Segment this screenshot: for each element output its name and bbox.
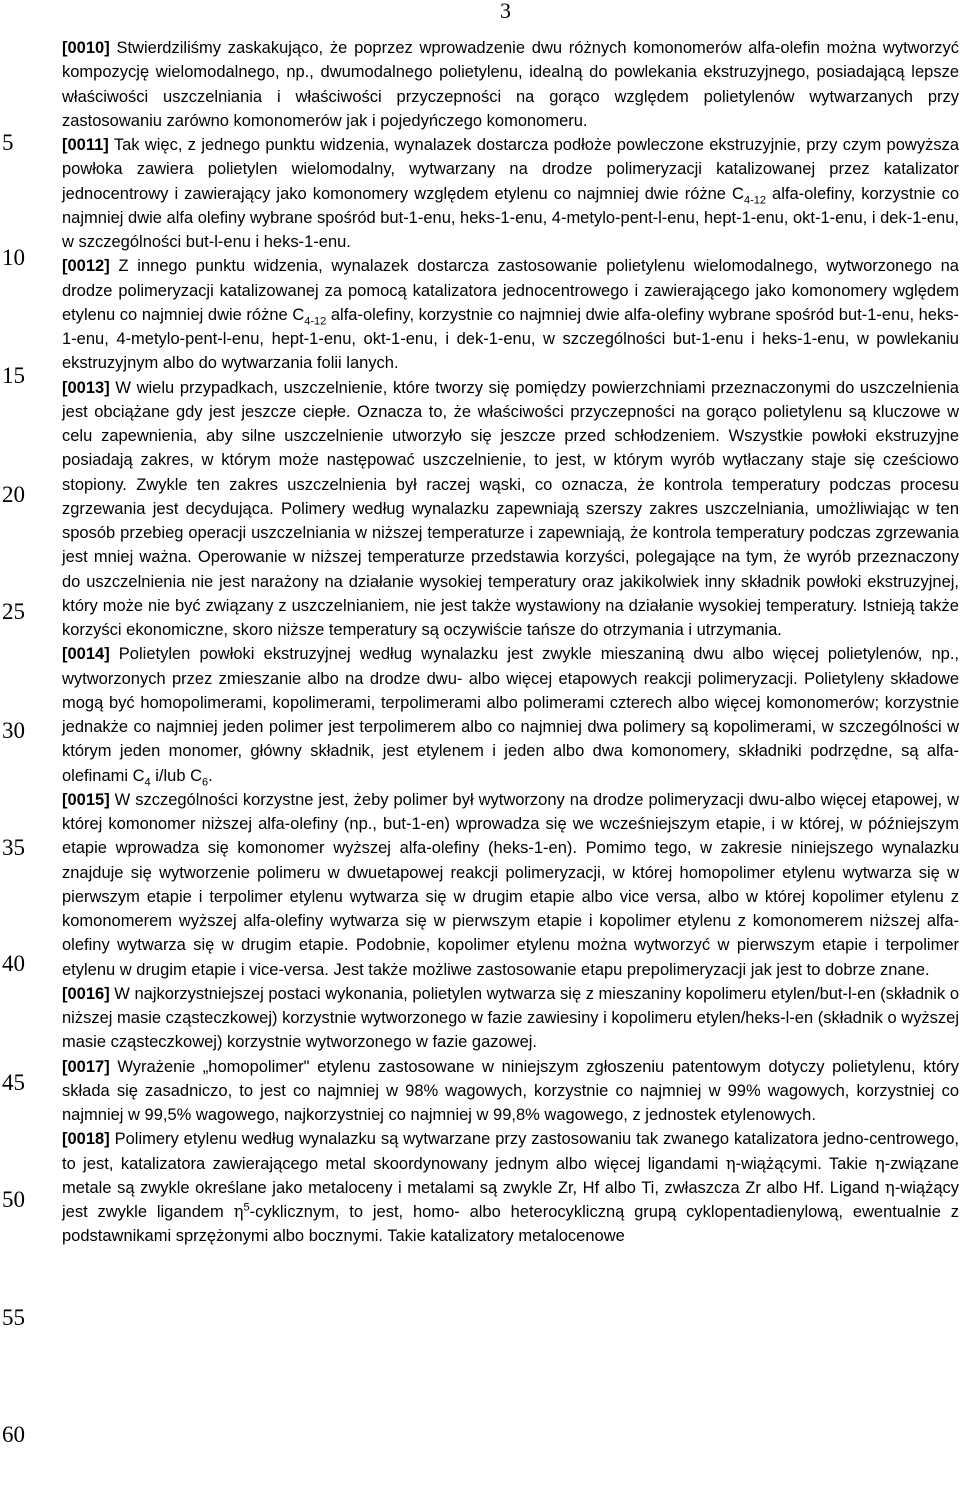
paragraph-text: Polimery etylenu według wynalazku są wytwarzane przy zastosowaniu tak zwanego katalizatora jedno-centrowego, to jest, katalizatora zawierającego metal skoordynowany jednym albo więcej ligandami bbox=[62, 1130, 959, 1173]
paragraph-text: -wiążący jest zwykle ligandem bbox=[62, 1178, 959, 1221]
subscript: 4 bbox=[144, 775, 151, 788]
paragraph-0011 bbox=[62, 133, 959, 254]
paragraph-text: W wielu przypadkach, uszczelnienie, które tworzy się pomiędzy powierzchniami przeznaczonymi do uszczelnienia jest obciążane gdy jest jeszcze ciepłe. Oznacza to, że właściwości przyczepności na gorąco polietylenu są kluczowe w celu zapewnienia, aby silne uszczelnienie utworzyło się jeszcze przed schłodzeniem. Wszystkie powłoki ekstruzyjne posiadają zakres, w którym może następować uszczelnienie, to jest, w którym wyrób wytłaczany staje się cześciowo stopiony. Zwykle ten zakres uszczelnienia był raczej wąski, co oznacza, że kontrola temperatury podczas procesu zgrzewania jest decydująca. Polimery według wynalazku zapewniają szerszy zakres uszczelniania, umożliwiając w ten sposób przebieg operacji uszczelniania w niższej temperaturze i zapewniają, że kontrola temperatury podczas zgrzewania jest mniej ważna. Operowanie w niższej temperaturze przedstawia korzyści, polegające na tym, że wyrób przeznaczony do uszczelnienia nie jest narażony na działanie wysokiej temperatury oraz jakikolwiek inny składnik powłoki ekstruzyjnej, który może nie być związany z uszczelnianiem, nie jest także wystawiony na działanie wysokiej temperatury. Istnieją także korzyści ekonomiczne, skoro niższe temperatury są oczywiście tańsze do otrzymania i utrzymania. bbox=[62, 378, 959, 639]
paragraph-number: [0016] bbox=[62, 984, 110, 1003]
paragraph-text: Stwierdziliśmy zaskakująco, że poprzez wprowadzenie dwu różnych komonomerów alfa-olefin można wytworzyć kompozycję wielomodalnego, np., dwumodalnego polietylenu, idealną do powlekania ekstruzyjnego, posiadającą lepsze właściwości uszczelniania i właściwości przyczepności na gorąco względem polietylenów wytwarzanych przy zastosowaniu zarówno komonomerów jak i pojedyńczego komonomeru. bbox=[62, 39, 959, 130]
document-body bbox=[62, 36, 959, 1249]
line-number: 15 bbox=[2, 363, 25, 388]
superscript: 5 bbox=[243, 1201, 250, 1214]
subscript: 6 bbox=[202, 775, 209, 788]
paragraph-text: -wiążącymi. Takie bbox=[735, 1154, 875, 1173]
eta-symbol: η bbox=[725, 1153, 736, 1173]
line-number: 45 bbox=[2, 1070, 25, 1095]
line-number: 5 bbox=[2, 130, 14, 155]
paragraph-text: W szczególności korzystne jest, żeby polimer był wytworzony na drodze polimeryzacji dwu-albo więcej etapowej, w której komonomer niższej alfa-olefiny (np., but-1-en) wprowadza się we wcześniejszym etapie, i w której, w późniejszym etapie wprowadza się komonomer wyższej alfa-olefiny (heks-1-en). Pomimo tego, w zakresie niniejszego wynalazku znajduje się wytworzenie polimeru w dwuetapowej reakcji polimeryzacji, w której homopolimer etylenu wytwarza się w pierwszym etapie i terpolimer etylenu wytwarza się w drugim etapie albo vice versa, albo w której kopolimer etylenu z komonomerem wyższej alfa-olefiny wytwarza się w pierwszym etapie i kopolimer etylenu z komonomerem niższej alfa-olefiny wytwarza się w drugim etapie. Podobnie, kopolimer etylenu można wytworzyć w pierwszym etapie i terpolimer etylenu w drugim etapie i vice-versa. Jest także możliwe zastosowanie etapu prepolimeryzacji jak jest to dobrze znane. bbox=[62, 790, 959, 979]
paragraph-0014 bbox=[62, 642, 959, 788]
paragraph-0010 bbox=[62, 36, 959, 133]
paragraph-text: -związane metale są zwykle określane jako metaloceny i metalami są zwykle Zr, Hf albo Ti, zwłaszcza Zr albo Hf. Ligand bbox=[62, 1154, 959, 1197]
paragraph-0012 bbox=[62, 254, 959, 375]
paragraph-0016 bbox=[62, 982, 959, 1055]
paragraph-text: Polietylen powłoki ekstruzyjnej według wynalazku jest zwykle mieszaniną dwu albo więcej polietylenów, np., wytworzonych przez zmieszanie albo na drodze dwu- albo więcej etapowych reakcji polimeryzacji. Polietyleny składowe mogą być homopolimerami, kopolimerami, terpolimerami albo polimerami czterech albo więcej komonomerów; korzystnie jednakże co najmniej jeden polimer jest terpolimerem albo co najmniej dwa polimery są kopolimerami, w szczególności w którym jeden monomer, główny składnik, jest etylenem i jeden albo dwa komonomery, składniki podrzędne, są alfa-olefinami C bbox=[62, 645, 959, 785]
page-number: 3 bbox=[500, 0, 511, 23]
paragraph-text: -cyklicznym, to jest, homo- albo heterocykliczną grupą cyklopentadienylową, ewentualnie z podstawnikami sprzężonymi albo bocznymi. Takie katalizatory metalocenowe bbox=[62, 1203, 959, 1246]
paragraph-number: [0011] bbox=[62, 136, 109, 154]
paragraph-number: [0017] bbox=[62, 1057, 110, 1076]
eta-symbol: η bbox=[874, 1153, 885, 1173]
eta-symbol: η bbox=[884, 1177, 895, 1197]
line-number: 60 bbox=[2, 1422, 25, 1447]
line-number: 30 bbox=[2, 718, 25, 743]
paragraph-text: alfa-olefiny, korzystnie co najmniej dwie alfa olefiny wybrane spośród but-1-enu, heks-1-enu, 4-metylo-pent-l-enu, hept-1-enu, okt-1-enu, i dek-1-enu, w szczególności but-l-enu i heks-1-enu. bbox=[62, 184, 959, 251]
eta-symbol: η bbox=[233, 1202, 244, 1221]
paragraph-number: [0015] bbox=[62, 790, 110, 809]
paragraph-0017 bbox=[62, 1055, 959, 1128]
paragraph-0015 bbox=[62, 788, 959, 982]
paragraph-0018 bbox=[62, 1127, 959, 1248]
line-number: 25 bbox=[2, 599, 25, 624]
paragraph-text: Wyrażenie „homopolimer" etylenu zastosowane w niniejszym zgłoszeniu patentowym dotyczy polietylenu, który składa się zasadniczo, to jest co najmniej w 98% wagowych, korzystnie co najmniej w 99% wagowych, korzystniej co najmniej w 99,5% wagowego, najkorzystniej co najmniej w 99,8% wagowego, z jednostek etylenowych. bbox=[62, 1057, 959, 1124]
paragraph-text: . bbox=[208, 766, 213, 785]
paragraph-0013 bbox=[62, 376, 959, 643]
line-number: 50 bbox=[2, 1187, 25, 1212]
paragraph-number: [0013] bbox=[62, 378, 110, 397]
line-number-gutter bbox=[0, 0, 44, 1497]
line-number: 20 bbox=[2, 482, 25, 507]
paragraph-text: Z innego punktu widzenia, wynalazek dostarcza zastosowanie polietylenu wielomodalnego, wytworzonego na drodze polimeryzacji katalizowanej za pomocą katalizatora jednocentrowego i zawierającego jako komonomery wględem etylenu co najmniej dwie różne C bbox=[62, 257, 959, 324]
paragraph-number: [0018] bbox=[62, 1130, 110, 1149]
paragraph-text: i/lub C bbox=[150, 766, 203, 785]
paragraph-number: [0012] bbox=[62, 257, 110, 276]
paragraph-number: [0010] bbox=[62, 39, 110, 57]
line-number: 35 bbox=[2, 835, 25, 860]
paragraph-number: [0014] bbox=[62, 645, 110, 664]
line-number: 40 bbox=[2, 951, 25, 976]
line-number: 10 bbox=[2, 245, 25, 270]
paragraph-text: alfa-olefiny, korzystnie co najmniej dwie alfa-olefiny wybrane spośród but-1-enu, heks-1-enu, 4-metylo-pent-l-enu, hept-1-enu, okt-1-enu, i dek-1-enu, w szczególności but-1-enu i heks-1-enu, w powlekaniu ekstruzyjnym albo do wytwarzania folii lanych. bbox=[62, 305, 959, 373]
subscript: 4-12 bbox=[743, 193, 766, 206]
paragraph-text: W najkorzystniejszej postaci wykonania, polietylen wytwarza się z mieszaniny kopolimeru etylen/but-l-en (składnik o niższej masie cząsteczkowej) korzystnie wytworzonego w fazie zawiesiny i kopolimeru etylen/heks-l-en (składnik o wyższej masie cząsteczkowej) korzystnie wytworzonego w fazie gazowej. bbox=[62, 984, 959, 1052]
subscript: 4-12 bbox=[304, 315, 327, 328]
paragraph-text: Tak więc, z jednego punktu widzenia, wynalazek dostarcza podłoże powleczone ekstruzyjnie, przy czym powyższa powłoka zawiera polietylen wielomodalny, wytwarzany na drodze polimeryzacji katalizowanej przez katalizator jednocentrowy i zawierający jako komonomery względem etylenu co najmniej dwie różne C bbox=[62, 136, 959, 203]
line-number: 55 bbox=[2, 1305, 25, 1330]
